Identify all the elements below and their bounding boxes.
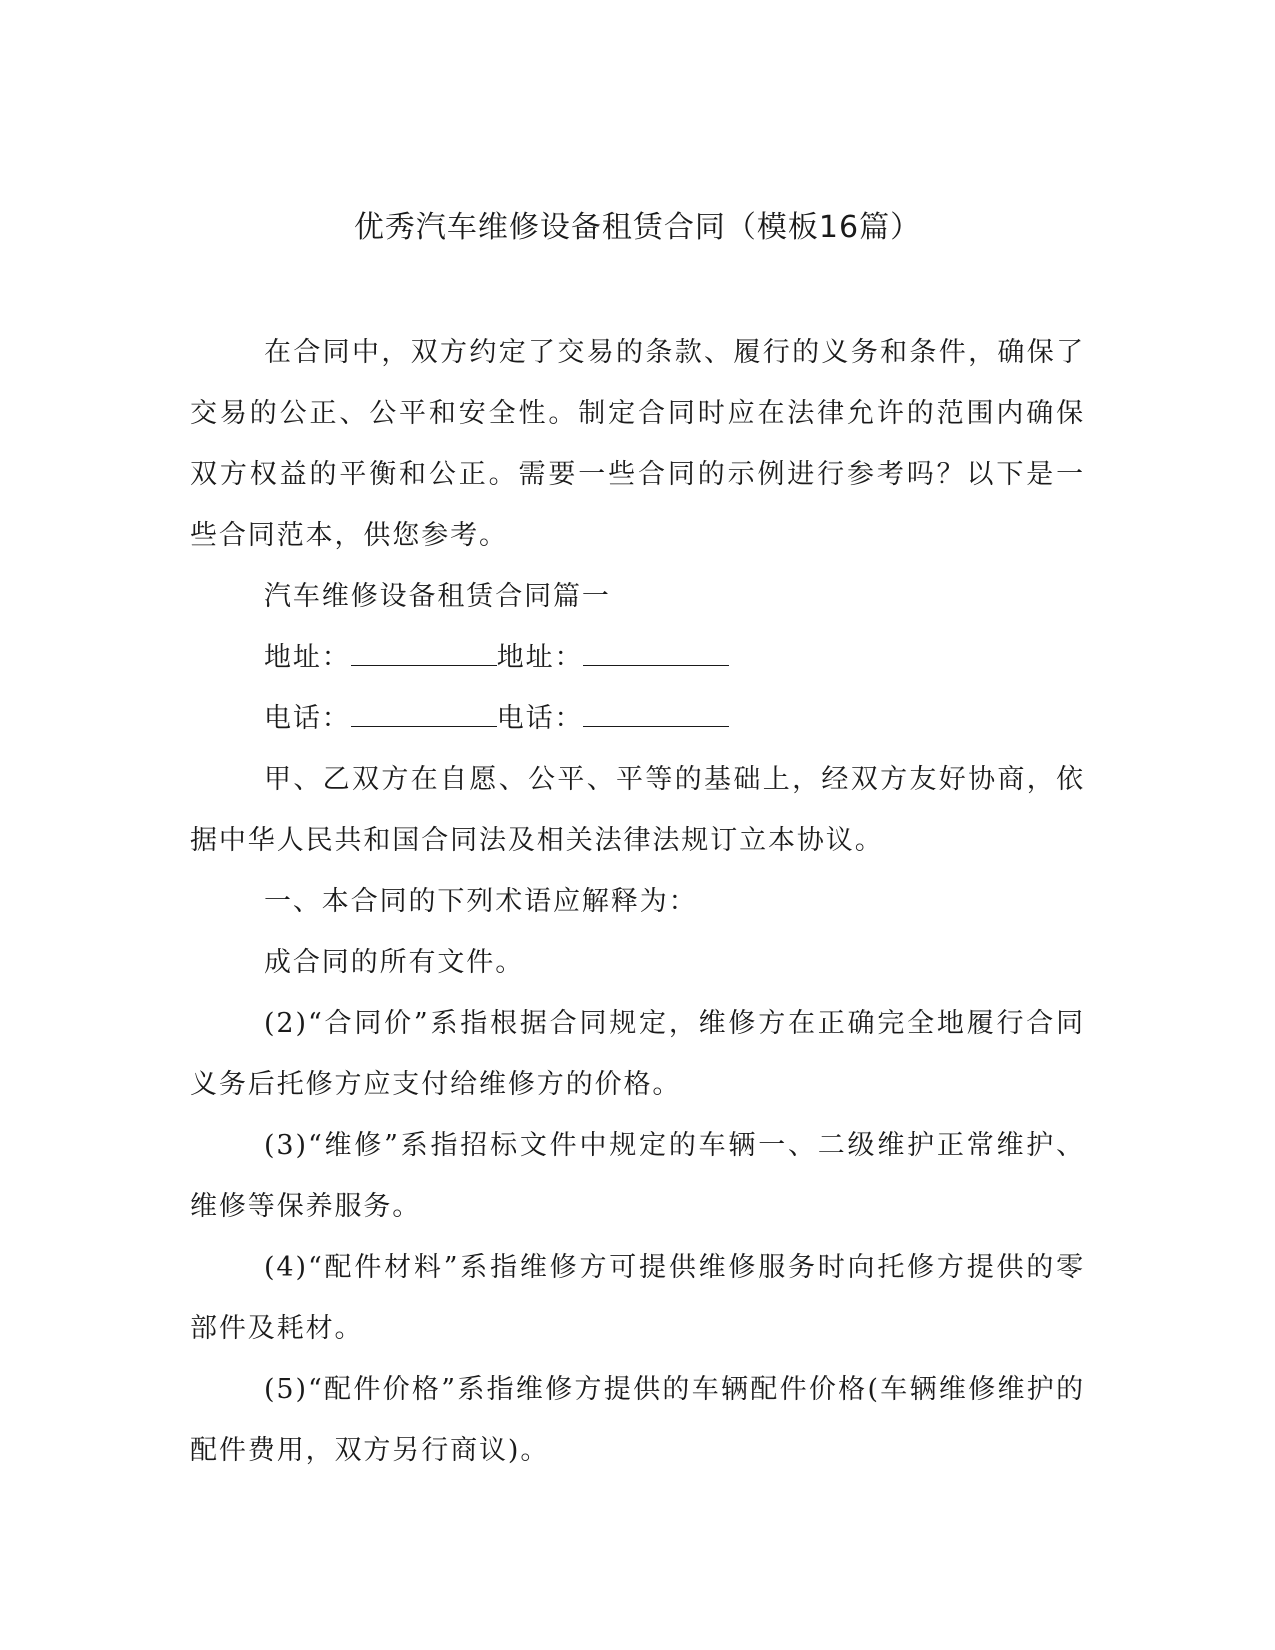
address-row: [190, 627, 1085, 688]
address-blank-b: [583, 635, 729, 666]
address-label-b: 地址：: [496, 642, 584, 673]
document-title: 优秀汽车维修设备租赁合同（模板16篇）: [353, 210, 922, 245]
definition-2: (2)“合同价”系指根据合同规定，维修方在正确完全地履行合同义务后托修方应支付给维修方的价格。: [190, 1008, 1085, 1100]
definition-3: (3)“维修”系指招标文件中规定的车辆一、二级维护正常维护、维修等保养服务。: [190, 1130, 1085, 1222]
intro-paragraph: 在合同中，双方约定了交易的条款、履行的义务和条件，确保了交易的公正、公平和安全性。制定合同时应在法律允许的范围内确保双方权益的平衡和公正。需要一些合同的示例进行参考吗？以下是一些合同范本，供您参考。: [190, 337, 1085, 551]
definition-5: (5)“配件价格”系指维修方提供的车辆配件价格(车辆维修维护的配件费用，双方另行商议)。: [190, 1374, 1085, 1466]
phone-blank-b: [583, 696, 729, 727]
address-blank-a: [351, 635, 497, 666]
preamble-paragraph: 甲、乙双方在自愿、公平、平等的基础上，经双方友好协商，依据中华人民共和国合同法及相关法律法规订立本协议。: [190, 764, 1085, 856]
address-label-a: 地址：: [264, 642, 351, 673]
section-heading: 汽车维修设备租赁合同篇一: [264, 581, 611, 612]
document-body: [190, 322, 1085, 1481]
phone-label-a: 电话：: [264, 703, 351, 734]
phone-row: [190, 688, 1085, 749]
phone-label-b: 电话：: [496, 703, 584, 734]
clause-1-heading: 一、本合同的下列术语应解释为：: [264, 886, 698, 917]
clause-1-fragment: 成合同的所有文件。: [264, 947, 525, 978]
phone-blank-a: [351, 696, 497, 727]
definition-4: (4)“配件材料”系指维修方可提供维修服务时向托修方提供的零部件及耗材。: [190, 1252, 1085, 1344]
